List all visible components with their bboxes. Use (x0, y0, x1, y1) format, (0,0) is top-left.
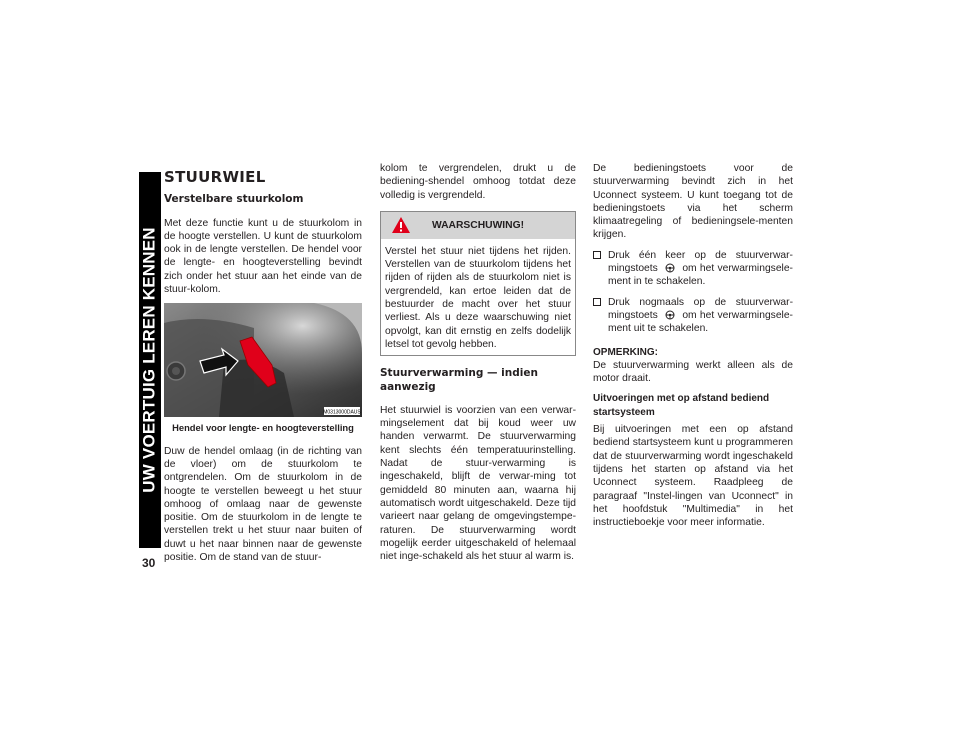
figure-code: M0313000DAUS (323, 409, 361, 416)
column-2 (380, 162, 576, 570)
heated-steering-wheel-icon (665, 263, 675, 273)
paragraph: Het stuurwiel is voorzien van een verwar-mingselement dat bij koud weer uw handen verwarmt. De stuurverwarming kent slechts één temperatuurinstelling. Nadat de stuur-verwarming is ingeschakeld, blijft de verwar-ming tot gemiddeld 80 minuten aan, waarna hij automatisch wordt uitgeschakeld. Deze tijd varieert naar gelang de omgevingstempe-raturen. De stuurverwarming wordt mogelijk eerder uitgeschakeld of helemaal niet inge-schakeld als het stuur al warm is. (380, 404, 576, 563)
warning-title: WAARSCHUWING! (431, 219, 525, 231)
heated-steering-wheel-icon (665, 310, 675, 320)
paragraph: Met deze functie kunt u de stuurkolom in de hoogte verstellen. U kunt de stuurkolom ook in de lengte verstellen. De hendel voor de lengte- en hoogteverstelling bevindt zich onder het stuur aan het einde van de stuur-kolom. (164, 217, 362, 296)
subsection-heading: Stuurverwarming — indien aanwezig (380, 367, 538, 393)
checkbox-bullet-icon (593, 251, 601, 259)
page-number: 30 (142, 556, 156, 570)
paragraph: Duw de hendel omlaag (in de richting van de vloer) om de stuurkolom te ontgrendelen. Om de stuurkolom in de hoogte te verstellen beweegt u het stuur omhoog of omlaag naar de gewenste positie. Om de stuurkolom in de lengte te verstellen trekt u het stuur naar buiten of duwt u het naar binnen naar de gewenste positie. Om de stand van de stuur- (164, 445, 362, 564)
section-heading: STUURWIEL (164, 168, 266, 186)
column-3 (593, 162, 793, 536)
steering-lever-figure (164, 303, 362, 417)
figure-caption: Hendel voor lengte- en hoogteverstelling (172, 422, 354, 434)
note-block (593, 346, 793, 386)
warning-text: Verstel het stuur niet tijdens het rijden. Verstellen van de stuurkolom tijdens het rijden of rijden als de stuurkolom niet is vergrendeld, kan ertoe leiden dat de bestuurder de macht over het stuur verliest. Als u deze waarschuwing niet opvolgt, kan dit ernstig en zelfs dodelijk letsel tot gevolg hebben. (385, 245, 571, 350)
list-item: Druk één keer op de stuurverwar-mingstoets om het verwarmingsele-ment in te schakelen. (593, 249, 793, 289)
warning-box (380, 211, 576, 356)
chapter-title: UW VOERTUIG LEREN KENNEN (140, 227, 160, 493)
paragraph: Bij uitvoeringen met een op afstand bediend startsysteem kunt u programmeren dat de stuurverwarming wordt ingeschakeld tijdens het starten op afstand via het Uconnect systeem. Raadpleeg de paragraaf "Instel-lingen van Uconnect" in het hoofdstuk "Multimedia" in het instructieboekje voor meer informatie. (593, 424, 793, 529)
checkbox-bullet-icon (593, 298, 601, 306)
subsection-heading: Verstelbare stuurkolom (164, 193, 304, 206)
paragraph: De bedieningstoets voor de stuurverwarming bevindt zich in het Uconnect systeem. U kunt toegang tot de bedieningstoets via het scherm klimaatregeling of bedieningsele-menten krijgen. (593, 163, 793, 241)
chapter-side-tab (139, 172, 161, 548)
note-title: OPMERKING: (593, 346, 658, 358)
paragraph: kolom te vergrendelen, drukt u de bediening-shendel omhoog totdat deze volledig is vergrendeld. (380, 163, 576, 201)
column-1 (164, 168, 362, 571)
note-text: De stuurverwarming werkt alleen als de motor draait. (593, 359, 793, 385)
warning-triangle-icon (391, 216, 411, 234)
subsection-heading: Uitvoeringen met op afstand bediend startsysteem (593, 393, 770, 418)
warning-header (381, 212, 575, 239)
list-item: Druk nogmaals op de stuurverwar-mingstoets om het verwarmingsele-ment uit te schakelen. (593, 296, 793, 336)
